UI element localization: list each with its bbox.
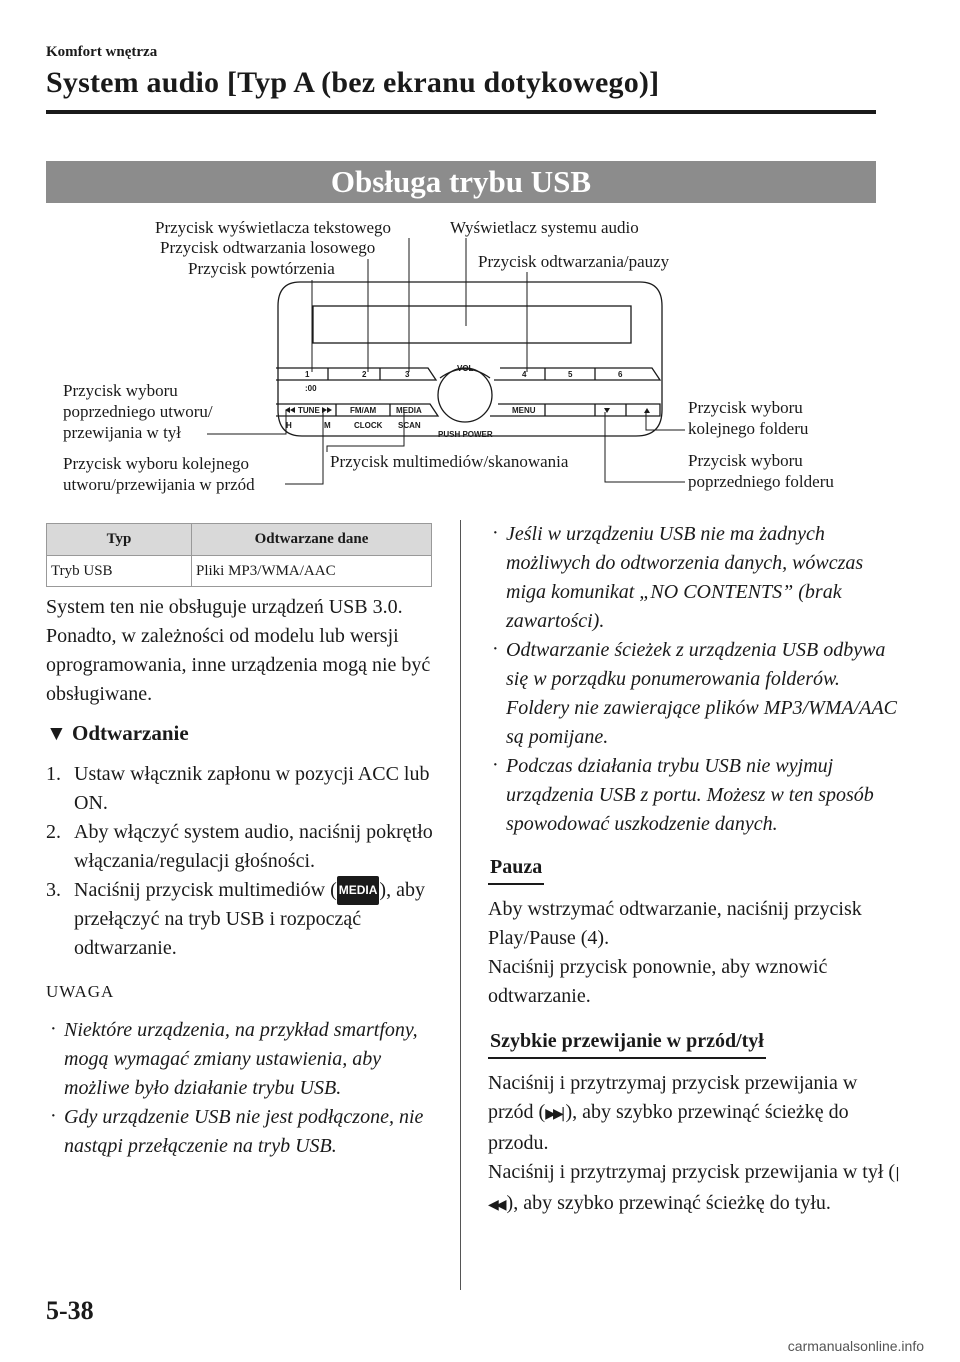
fast-forward-icon: ▶▶| <box>545 1106 563 1122</box>
step-text-post: ), aby przełączyć na tryb USB i rozpocząć odtwarzanie. <box>74 879 425 959</box>
media-label: MEDIA <box>396 406 422 415</box>
label-next-folder-1: Przycisk wyboru <box>688 398 803 417</box>
menu-label: MENU <box>512 406 536 415</box>
step-number: 1. <box>46 763 61 785</box>
media-button-icon: MEDIA <box>337 876 380 905</box>
bullet-icon: · <box>50 1018 57 1040</box>
label-media-scan: Przycisk multimediów/skanowania <box>330 452 569 471</box>
note-item <box>46 1016 436 1103</box>
label-text-display: Przycisk wyświetlacza tekstowego <box>155 218 392 237</box>
audio-unit-diagram <box>0 0 960 520</box>
section-title: Obsługa trybu USB <box>46 161 876 203</box>
header-title: System audio [Typ A (bez ekranu dotykowego)] <box>46 66 660 99</box>
time-label: :00 <box>305 384 317 393</box>
rew-text-post: ), aby szybko przewinąć ścieżkę do tyłu. <box>506 1192 831 1214</box>
label-prev-track-1: Przycisk wyboru <box>63 381 178 400</box>
step-text: Aby włączyć system audio, naciśnij pokrętło włączania/regulacji głośności. <box>74 821 433 872</box>
table-header-row <box>47 524 432 556</box>
tune-label: TUNE <box>298 406 320 415</box>
page-number: 5-38 <box>46 1296 94 1325</box>
label-prev-folder-1: Przycisk wyboru <box>688 451 803 470</box>
label-repeat: Przycisk powtórzenia <box>188 259 335 278</box>
step-item <box>46 818 436 876</box>
pause-heading: Pauza <box>488 853 544 885</box>
rew-text-pre: Naciśnij i przytrzymaj przycisk przewijania w tył ( <box>488 1161 896 1183</box>
preset-3: 3 <box>405 370 410 379</box>
label-next-track-2: utworu/przewijania w przód <box>63 475 255 494</box>
volume-knob <box>438 368 492 422</box>
data-type-table <box>46 523 432 587</box>
pause-paragraph-1: Aby wstrzymać odtwarzanie, naciśnij przycisk Play/Pause (4). <box>488 898 862 949</box>
preset-2: 2 <box>362 370 367 379</box>
note-item <box>488 752 898 839</box>
pause-paragraph-2: Naciśnij przycisk ponownie, aby wznowić odtwarzanie. <box>488 956 828 1007</box>
fast-forward-heading: Szybkie przewijanie w przód/tył <box>488 1027 766 1059</box>
note-text: Gdy urządzenie USB nie jest podłączone, nie nastąpi przełączenie na tryb USB. <box>64 1106 424 1157</box>
note-text: Odtwarzanie ścieżek z urządzenia USB odbywa się w porządku ponumerowania folderów. Foldery nie zawierające plików MP3/WMA/AAC są pomijane. <box>506 639 898 748</box>
preset-row-left <box>276 368 436 380</box>
table-header: Odtwarzane dane <box>192 524 432 556</box>
preset-1: 1 <box>305 370 310 379</box>
header-section: Komfort wnętrza <box>46 44 158 60</box>
scan-label: SCAN <box>398 421 421 430</box>
folder-up-icon <box>644 408 650 413</box>
note-text: Podczas działania trybu USB nie wyjmuj urządzenia USB z portu. Możesz w ten sposób spowodować uszkodzenie danych. <box>506 755 874 835</box>
bullet-icon: · <box>50 1105 57 1127</box>
rewind-icon: |◀◀ <box>488 1166 897 1213</box>
step-item <box>46 760 436 818</box>
note-item <box>488 636 898 752</box>
clock-label: CLOCK <box>354 421 383 430</box>
vol-label: VOL <box>457 364 474 373</box>
label-prev-folder-2: poprzedniego folderu <box>688 472 834 491</box>
label-audio-display: Wyświetlacz systemu audio <box>450 218 639 237</box>
label-next-track-1: Przycisk wyboru kolejnego <box>63 454 250 473</box>
preset-row-right <box>494 368 660 380</box>
left-column <box>46 593 436 1161</box>
step-text: Ustaw włącznik zapłonu w pozycji ACC lub ON. <box>74 763 430 814</box>
preset-4: 4 <box>522 370 527 379</box>
table-cell: Pliki MP3/WMA/AAC <box>192 556 432 587</box>
table-row <box>47 556 432 587</box>
m-label: M <box>324 421 331 430</box>
step-number: 2. <box>46 821 61 843</box>
h-label: H <box>286 421 292 430</box>
note-item <box>488 520 898 636</box>
footer-watermark: carmanualsonline.info <box>787 1338 924 1354</box>
audio-display-screen <box>313 306 631 343</box>
bullet-icon: · <box>492 754 499 776</box>
note-title: UWAGA <box>46 982 115 1001</box>
column-divider <box>460 520 461 1290</box>
table-cell: Tryb USB <box>47 556 192 587</box>
ff-paragraph-1 <box>488 1069 898 1158</box>
ff-text-pre: Naciśnij i przytrzymaj przycisk przewijania w przód ( <box>488 1072 858 1123</box>
table-header: Typ <box>47 524 192 556</box>
note-text: Niektóre urządzenia, na przykład smartfony, mogą wymagać zmiany ustawienia, aby możliwe było działanie trybu USB. <box>64 1019 418 1099</box>
bullet-icon: · <box>492 638 499 660</box>
label-prev-track-2: poprzedniego utworu/ <box>63 402 213 421</box>
label-prev-track-3: przewijania w tył <box>63 423 182 442</box>
label-play-pause: Przycisk odtwarzania/pauzy <box>478 252 670 271</box>
note-item <box>46 1103 436 1161</box>
note-text: Jeśli w urządzeniu USB nie ma żadnych możliwych do odtworzenia danych, wówczas miga komunikat „NO CONTENTS” (brak zawartości). <box>506 523 864 632</box>
label-next-folder-2: kolejnego folderu <box>688 419 809 438</box>
intro-paragraph: System ten nie obsługuje urządzeń USB 3.0. Ponadto, w zależności od modelu lub wersji oprogramowania, inne urządzenia mogą nie być obsługiwane. <box>46 596 431 705</box>
bullet-icon: · <box>492 522 499 544</box>
step-text-pre: Naciśnij przycisk multimediów ( <box>74 879 337 901</box>
fmam-label: FM/AM <box>350 406 377 415</box>
step-item <box>46 876 436 963</box>
ff-paragraph-2 <box>488 1158 898 1220</box>
label-shuffle: Przycisk odtwarzania losowego <box>160 238 376 257</box>
ff-text-post: ), aby szybko przewinąć ścieżkę do przodu. <box>488 1101 849 1154</box>
push-power-label: PUSH POWER <box>438 430 493 439</box>
preset-5: 5 <box>568 370 573 379</box>
playback-heading-text: Odtwarzanie <box>72 721 189 745</box>
preset-6: 6 <box>618 370 623 379</box>
playback-heading <box>46 719 436 748</box>
right-column <box>488 520 898 1220</box>
heading-marker: ▼ <box>46 721 67 745</box>
step-number: 3. <box>46 879 61 901</box>
